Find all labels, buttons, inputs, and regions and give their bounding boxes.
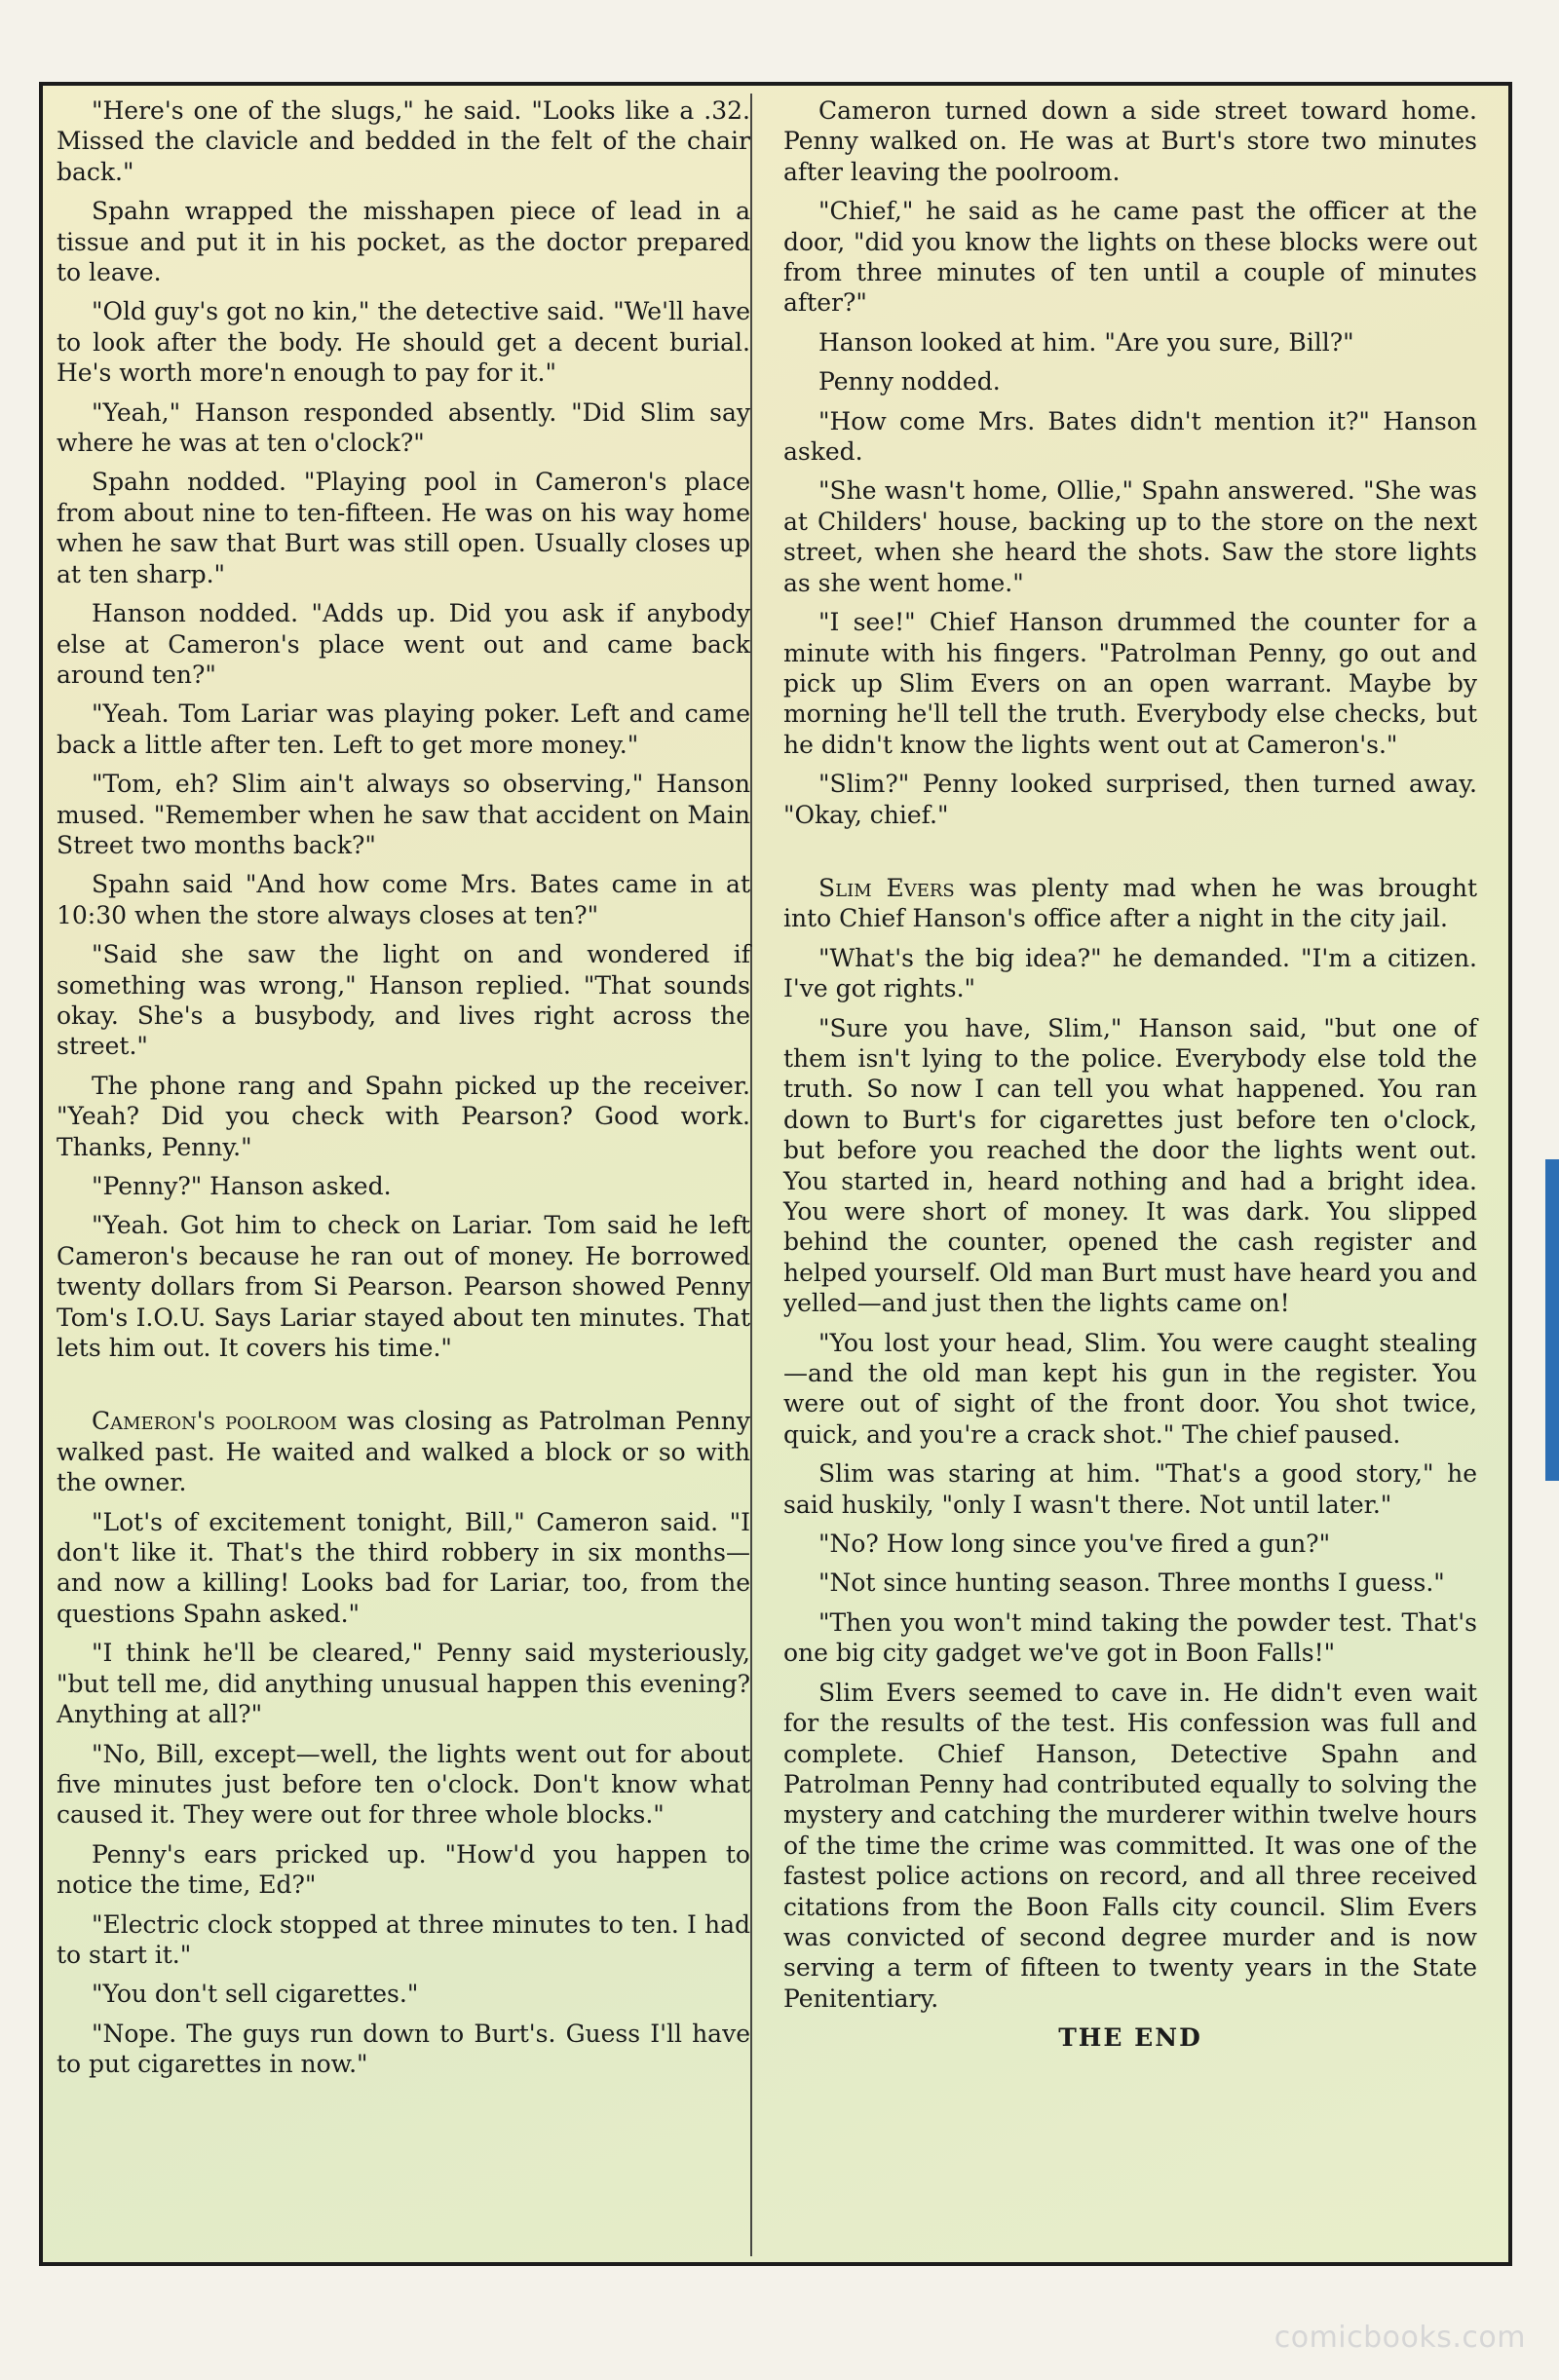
section-text: was plenty mad when he was brought into Chief Hanson's office after a night in the city jail. [783,873,1477,933]
paragraph: "Yeah. Tom Lariar was playing poker. Left and came back a little after ten. Left to get more money." [57,699,750,759]
paragraph: Spahn nodded. "Playing pool in Cameron's place from about nine to ten-fifteen. He was on his way home when he saw that Burt was still open. Usually closes up at ten sharp." [57,468,750,588]
paragraph: Spahn wrapped the misshapen piece of lead in a tissue and put it in his pocket, as the doctor prepared to leave. [57,197,750,287]
paragraph: "Tom, eh? Slim ain't always so observing," Hanson mused. "Remember when he saw that accident on Main Street two months back?" [57,770,750,859]
paragraph: "Then you won't mind taking the powder test. That's one big city gadget we've got in Boon Falls!" [783,1607,1477,1668]
paragraph: "How come Mrs. Bates didn't mention it?" Hanson asked. [783,406,1477,467]
section-paragraph [57,1406,750,1497]
paragraph: "Electric clock stopped at three minutes to ten. I had to start it." [57,1909,750,1969]
paragraph: "I think he'll be cleared," Penny said mysteriously, "but tell me, did anything unusual happen this evening? Anything at all?" [57,1639,750,1729]
paragraph: "Yeah," Hanson responded absently. "Did Slim say where he was at ten o'clock?" [57,397,750,458]
paragraph: "She wasn't home, Ollie," Spahn answered. "She was at Childers' house, backing up to the store on the next street, when she heard the shots. Saw the store lights as she went home." [783,476,1477,597]
paragraph: "Slim?" Penny looked surprised, then turned away. "Okay, chief." [783,770,1477,829]
paragraph: "Here's one of the slugs," he said. "Looks like a .32. Missed the clavicle and bedded in the felt of the chair back." [57,96,750,186]
paragraph: "No, Bill, except—well, the lights went out for about five minutes just before ten o'clock. Don't know what caused it. They were out for three whole blocks." [57,1739,750,1830]
right-column [783,95,1477,2062]
watermark: comicbooks.com [1274,2321,1526,2355]
section-lead: Cameron's poolroom [92,1407,338,1436]
paragraph: "Yeah. Got him to check on Lariar. Tom said he left Cameron's because he ran out of money. He borrowed twenty dollars from Si Pearson. Pearson showed Penny Tom's I.O.U. Says Lariar stayed about ten minutes. That lets him out. It covers his time." [57,1211,750,1363]
paragraph: "Nope. The guys run down to Burt's. Guess I'll have to put cigarettes in now." [57,2019,750,2079]
paragraph: "Said she saw the light on and wondered if something was wrong," Hanson replied. "That sounds okay. She's a busybody, and lives right across the street." [57,940,750,1061]
left-column [57,95,750,2089]
paragraph: Slim Evers seemed to cave in. He didn't even wait for the results of the test. His confession was full and complete. Chief Hanson, Detective Spahn and Patrolman Penny had contributed equally to solving the mystery and catching the murderer within twelve hours of the time the crime was committed. It was one of the fastest police actions on record, and all three received citations from the Boon Falls city council. Slim Evers was convicted of second degree murder and is now serving a term of fifteen to twenty years in the State Penitentiary. [783,1678,1477,2013]
section-text: was closing as Patrolman Penny walked past. He waited and walked a block or so with the owner. [57,1407,750,1497]
page-edge-tab [1545,1159,1559,1481]
paragraph: "I see!" Chief Hanson drummed the counter for a minute with his fingers. "Patrolman Penny, go out and pick up Slim Evers on an open warrant. Maybe by morning he'll tell the truth. Everybody else checks, but he didn't know the lights went out at Cameron's." [783,608,1477,759]
paragraph: Cameron turned down a side street toward home. Penny walked on. He was at Burt's store two minutes after leaving the poolroom. [783,96,1477,186]
paragraph: "Old guy's got no kin," the detective said. "We'll have to look after the body. He should get a decent burial. He's worth more'n enough to pay for it." [57,297,750,388]
section-paragraph [783,873,1477,934]
paragraph: Spahn said "And how come Mrs. Bates came in at 10:30 when the store always closes at ten?" [57,870,750,929]
paragraph: Penny's ears pricked up. "How'd you happen to notice the time, Ed?" [57,1839,750,1900]
paragraph: "Not since hunting season. Three months I guess." [818,1568,1445,1598]
paragraph: "Penny?" Hanson asked. [92,1172,392,1200]
paragraph: Hanson nodded. "Adds up. Did you ask if anybody else at Cameron's place went out and came back around ten?" [57,599,750,689]
column-divider [750,94,752,2256]
paragraph: "You don't sell cigarettes." [92,1980,419,2009]
paragraph: Slim was staring at him. "That's a good story," he said huskily, "only I wasn't there. Not until later." [783,1459,1477,1519]
paragraph: Hanson looked at him. "Are you sure, Bill?" [818,327,1354,357]
paragraph: "Chief," he said as he came past the officer at the door, "did you know the lights on these blocks were out from three minutes of ten until a couple of minutes after?" [783,197,1477,318]
paragraph: "You lost your head, Slim. You were caught stealing—and the old man kept his gun in the register. You were out of sight of the front door. You shot twice, quick, and you're a crack shot." The chief paused. [783,1328,1477,1449]
paragraph: "Lot's of excitement tonight, Bill," Cameron said. "I don't like it. That's the third robbery in six months—and now a killing! Looks bad for Lariar, too, from the questions Spahn asked." [57,1507,750,1628]
paragraph: The phone rang and Spahn picked up the receiver. "Yeah? Did you check with Pearson? Good work. Thanks, Penny." [57,1071,750,1161]
paragraph: "What's the big idea?" he demanded. "I'm a citizen. I've got rights." [783,943,1477,1003]
paragraph: "No? How long since you've fired a gun?" [818,1530,1331,1559]
section-lead: Slim Evers [818,873,955,902]
paragraph: Penny nodded. [818,367,1001,397]
the-end-label: THE END [1058,2023,1202,2053]
paragraph: "Sure you have, Slim," Hanson said, "but one of them isn't lying to the police. Everybody else told the truth. So now I can tell you what happened. You ran down to Burt's for cigarettes just before ten o'clock, but before you reached the door the lights went out. You started in, heard nothing and had a bright idea. You were short of money. It was dark. You slipped behind the counter, opened the cash register and helped yourself. Old man Burt must have heard you and yelled—and just then the lights came on! [783,1013,1477,1318]
